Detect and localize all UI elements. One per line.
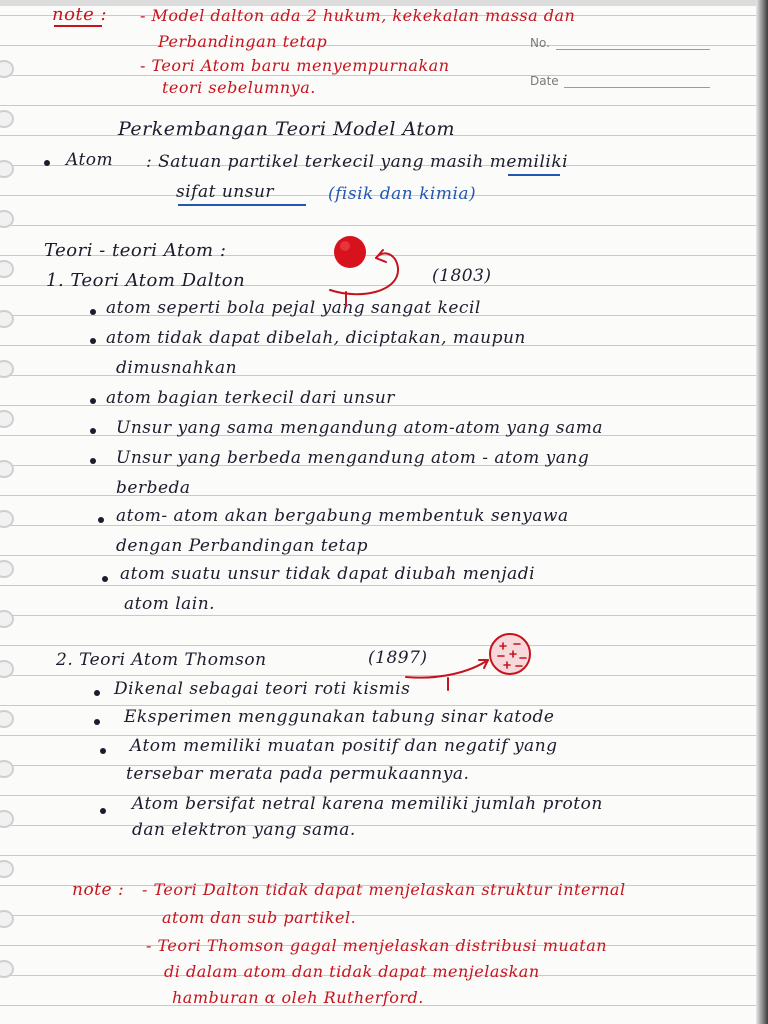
dalton-item-5-cont: berbeda (116, 478, 191, 498)
dalton-item-2: atom tidak dapat dibelah, diciptakan, maupun (106, 328, 526, 348)
bottom-note-line-1: - Teori Dalton tidak dapat menjelaskan struktur internal (142, 880, 626, 899)
dalton-heading: 1. Teori Atom Dalton (46, 270, 246, 291)
dalton-item-4: Unsur yang sama mengandung atom-atom yang sama (116, 418, 604, 438)
dalton-item-5: Unsur yang berbeda mengandung atom - atom yang (116, 448, 590, 468)
bottom-note-line-3: - Teori Thomson gagal menjelaskan distribusi muatan (146, 936, 608, 955)
dalton-ball-drawing (334, 236, 366, 268)
date-label: Date (530, 74, 559, 88)
dalton-item-7-cont: atom lain. (124, 594, 216, 614)
thomson-item-4-cont: dan elektron yang sama. (132, 820, 356, 840)
thomson-plum-pudding-drawing (490, 634, 530, 674)
page-title: Perkembangan Teori Model Atom (118, 118, 455, 140)
thomson-year: (1897) (368, 648, 428, 668)
section-heading: Teori - teori Atom : (44, 240, 227, 261)
top-note-line-3: - Teori Atom baru menyempurnakan (140, 56, 450, 75)
dalton-item-1: atom seperti bola pejal yang sangat kecil (106, 298, 481, 318)
thomson-item-2: Eksperimen menggunakan tabung sinar katode (124, 707, 555, 727)
top-note-line-1: - Model dalton ada 2 hukum, kekekalan massa dan (140, 6, 576, 25)
thomson-item-1: Dikenal sebagai teori roti kismis (114, 679, 411, 699)
dalton-item-2-cont: dimusnahkan (116, 358, 238, 378)
top-note-line-2: Perbandingan tetap (158, 32, 328, 51)
thomson-heading: 2. Teori Atom Thomson (56, 650, 267, 670)
bottom-note-label: note : (72, 880, 125, 900)
dalton-item-6-cont: dengan Perbandingan tetap (116, 536, 368, 556)
dalton-year: (1803) (432, 266, 492, 286)
definition-line-2b: (fisik dan kimia) (328, 184, 477, 204)
thomson-arrow (406, 660, 488, 690)
dalton-item-7: atom suatu unsur tidak dapat diubah menjadi (120, 564, 536, 584)
bottom-note-line-4: di dalam atom dan tidak dapat menjelaskan (164, 962, 540, 981)
definition-line-2a: sifat unsur (176, 182, 275, 202)
thomson-item-4: Atom bersifat netral karena memiliki jumlah proton (132, 794, 603, 814)
bottom-note-line-5: hamburan α oleh Rutherford. (172, 988, 424, 1007)
dalton-item-3: atom bagian terkecil dari unsur (106, 388, 395, 408)
thomson-item-3-cont: tersebar merata pada permukaannya. (126, 764, 470, 784)
definition-line-1: : Satuan partikel terkecil yang masih memiliki (146, 152, 569, 172)
thomson-item-3: Atom memiliki muatan positif dan negatif yang (130, 736, 558, 756)
top-note-label: note : (52, 4, 108, 25)
dalton-item-6: atom- atom akan bergabung membentuk senyawa (116, 506, 569, 526)
top-note-line-4: teori sebelumnya. (162, 78, 316, 97)
bottom-note-line-2: atom dan sub partikel. (162, 908, 357, 927)
definition-term: Atom (66, 150, 114, 170)
no-label: No. (530, 36, 550, 50)
